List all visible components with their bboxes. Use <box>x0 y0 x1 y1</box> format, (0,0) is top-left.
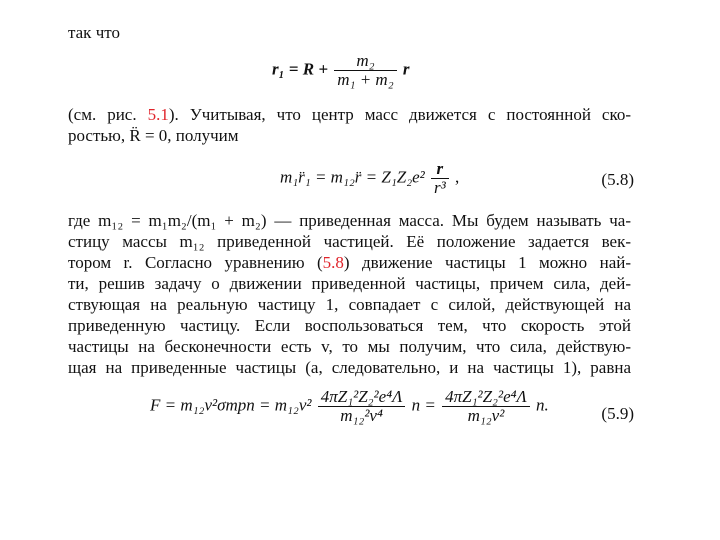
eq59-tail: n. <box>536 395 549 415</box>
eq58-numerator: r <box>431 160 449 179</box>
para1-line-1: (см. рис. 5.1). Учитывая, что центр масс движется с постоянной ско- <box>68 105 632 124</box>
eq59-fraction-2 <box>442 388 530 425</box>
para1-line-2: ростью, R̈ = 0, получим <box>68 126 239 145</box>
eq59-mid: n = <box>411 395 436 415</box>
eq1-numerator: m₂ <box>334 52 396 71</box>
para2-line-7: частицы на бесконечности есть v, то мы получим, что сила, действую- <box>68 337 631 356</box>
para2-line-4: ти, решив задачу о движении приведенной частицы, причем сила, дей- <box>68 274 631 293</box>
eq58-fraction <box>431 160 449 197</box>
para2-line-1: где m₁₂ = m₁m₂/(m₁ + m₂) — приведенная масса. Мы будем называть ча- <box>68 211 631 230</box>
equation-number-5-8: (5.8) <box>601 170 634 189</box>
intro-text <box>68 22 631 43</box>
figure-ref-5-1[interactable]: 5.1 <box>147 105 169 124</box>
paragraph-2 <box>68 210 631 378</box>
equation-r1 <box>272 52 410 89</box>
eq58-denominator: r³ <box>434 178 446 197</box>
eq59-lhs: F = m₁₂v²σтрn = m₁₂v² <box>150 395 312 415</box>
eq58-lhs: m₁r̈₁ = m₁₂r̈ = Z₁Z₂e² <box>280 167 425 187</box>
eq58-tail: , <box>454 167 460 187</box>
intro-line: так что <box>68 23 120 42</box>
eq59-numerator-1: 4πZ₁²Z₂²e⁴Λ <box>318 388 406 407</box>
equation-5-8 <box>280 160 459 197</box>
para2-line-3: тором r. Согласно уравнению (5.8) движение частицы 1 можно най- <box>68 253 631 272</box>
eq59-fraction-1 <box>318 388 406 425</box>
eq1-lhs: r₁ = R + <box>272 59 329 79</box>
eq1-denominator: m₁ + m₂ <box>337 70 394 89</box>
para2-line-5: ствующая на реальную частицу 1, совпадает с силой, действующей на <box>68 295 631 314</box>
eq59-numerator-2: 4πZ₁²Z₂²e⁴Λ <box>442 388 530 407</box>
eq1-rhs: r <box>402 59 410 79</box>
eq1-fraction <box>334 52 396 89</box>
para2-line-8: щая на приведенные частицы (а, следовательно, и на частицы 1), равна <box>68 358 631 377</box>
eq59-denominator-1: m₁₂²v⁴ <box>340 406 383 425</box>
eq59-denominator-2: m₁₂v² <box>467 406 505 425</box>
equation-5-9 <box>150 388 549 425</box>
equation-number-5-9: (5.9) <box>601 404 634 423</box>
equation-ref-5-8[interactable]: 5.8 <box>322 253 344 272</box>
paragraph-1 <box>68 104 631 146</box>
para2-line-2: стицу массы m₁₂ приведенной частицей. Её положение задается век- <box>68 232 631 251</box>
para2-line-6: приведенную частицу. Если воспользоваться тем, что скорость этой <box>68 316 631 335</box>
